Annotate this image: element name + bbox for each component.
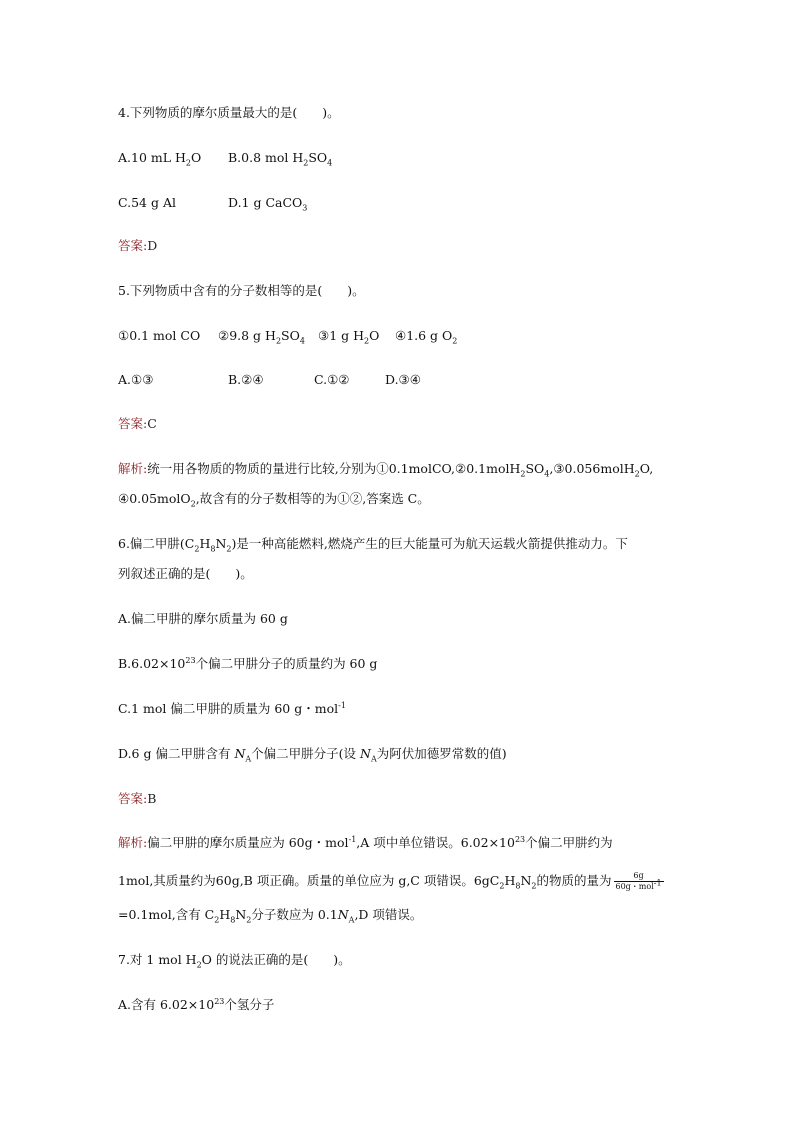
- q5-item-2: ②9.8 g $H_2SO_4$: [218, 328, 305, 346]
- analysis-label: 解析:: [118, 461, 148, 476]
- q5-item-1: ①0.1 mol CO: [118, 328, 201, 343]
- q6-option-d: D.6 g 偏二甲肼含有 $N_A$个偏二甲肼分子(设 $N_A$为阿伏加德罗常数的值): [118, 746, 507, 764]
- q5-option-a: A.①③: [118, 372, 154, 387]
- answer-label: 答案:: [118, 416, 148, 431]
- q5-answer: [118, 416, 157, 432]
- q5-option-d: D.③④: [385, 372, 421, 387]
- q5-stem: 5.下列物质中含有的分子数相等的是( )。: [118, 283, 365, 298]
- q6-analysis-line3: =0.1mol,含有 $C_2H_8N_2$分子数应为 $0.1N_A,D$ 项错误。: [118, 907, 423, 925]
- q4-stem: 4.下列物质的摩尔质量最大的是( )。: [118, 105, 340, 120]
- answer-label: 答案:: [118, 791, 148, 806]
- q6-option-a: A.偏二甲肼的摩尔质量为 60 g: [118, 611, 288, 626]
- q7-option-a: A.含有 $6.02\times 10^{23}$个氢分子: [118, 996, 275, 1012]
- answer-value: C: [147, 416, 157, 431]
- q4-options-row1: [118, 150, 333, 168]
- q5-items: [118, 328, 458, 346]
- q5-option-c: C.①②: [314, 372, 350, 387]
- answer-label: 答案:: [118, 238, 148, 253]
- q6-stem-line2: 列叙述正确的是( )。: [118, 566, 253, 581]
- q5-options: [118, 372, 421, 388]
- q4-option-b: B.0.8 mol $H_2SO_4$: [228, 150, 333, 168]
- q4-option-a: A.10 mL $H_2O$: [118, 150, 202, 168]
- answer-value: D: [147, 238, 158, 253]
- q7-stem: 7.对 1 mol $H_2O$ 的说法正确的是( )。: [118, 952, 351, 970]
- q6-analysis-line1: 解析:偏二甲肼的摩尔质量应为 60g・mol$^{-1}$,A 项中单位错误。$6.02\times 10^{23}$个偏二甲肼约为: [118, 834, 613, 850]
- answer-value: B: [147, 791, 157, 806]
- q5-item-3: ③1 g $H_2O$: [318, 328, 380, 346]
- q5-analysis-line2: ④0.05molO$_2$,故含有的分子数相等的为①②,答案选 C。: [118, 491, 430, 509]
- q5-item-4: ④1.6 g $O_2$: [395, 328, 458, 346]
- q6-option-c: C.1 mol 偏二甲肼的质量为 60 g・mol$^{-1}$: [118, 700, 346, 716]
- q6-analysis-line2: 1mol,其质量约为60g,B 项正确。质量的单位应为 g,C 项错误。$6gC_2H_8N_2$的物质的量为 $\frac{6g}{60g・mol^{-1}}$: [118, 871, 662, 891]
- q4-answer: [118, 238, 157, 254]
- q4-options-row2: [118, 195, 308, 213]
- q4-option-d: D.1 g CaCO$_3$: [228, 195, 308, 213]
- analysis-label: 解析:: [118, 835, 148, 850]
- fraction: $\frac{6g}{60g・mol^{-1}}$: [615, 871, 662, 891]
- q6-answer: [118, 791, 156, 807]
- q6-option-b: $B.6.02\times 10^{23}$个偏二甲肼分子的质量约为 60 g: [118, 655, 378, 671]
- q6-stem-line1: 6.偏二甲肼$(C_2H_8N_2)$是一种高能燃料,燃烧产生的巨大能量可为航天运载火箭提供推动力。下: [118, 536, 628, 554]
- q5-analysis-line1: 解析:统一用各物质的物质的量进行比较,分别为$①0.1molCO,②0.1molH_2SO_4,③0.056molH_2O$,: [118, 461, 654, 479]
- q5-option-b: B.②④: [228, 372, 264, 387]
- q4-option-c: C.54 g Al: [118, 195, 176, 210]
